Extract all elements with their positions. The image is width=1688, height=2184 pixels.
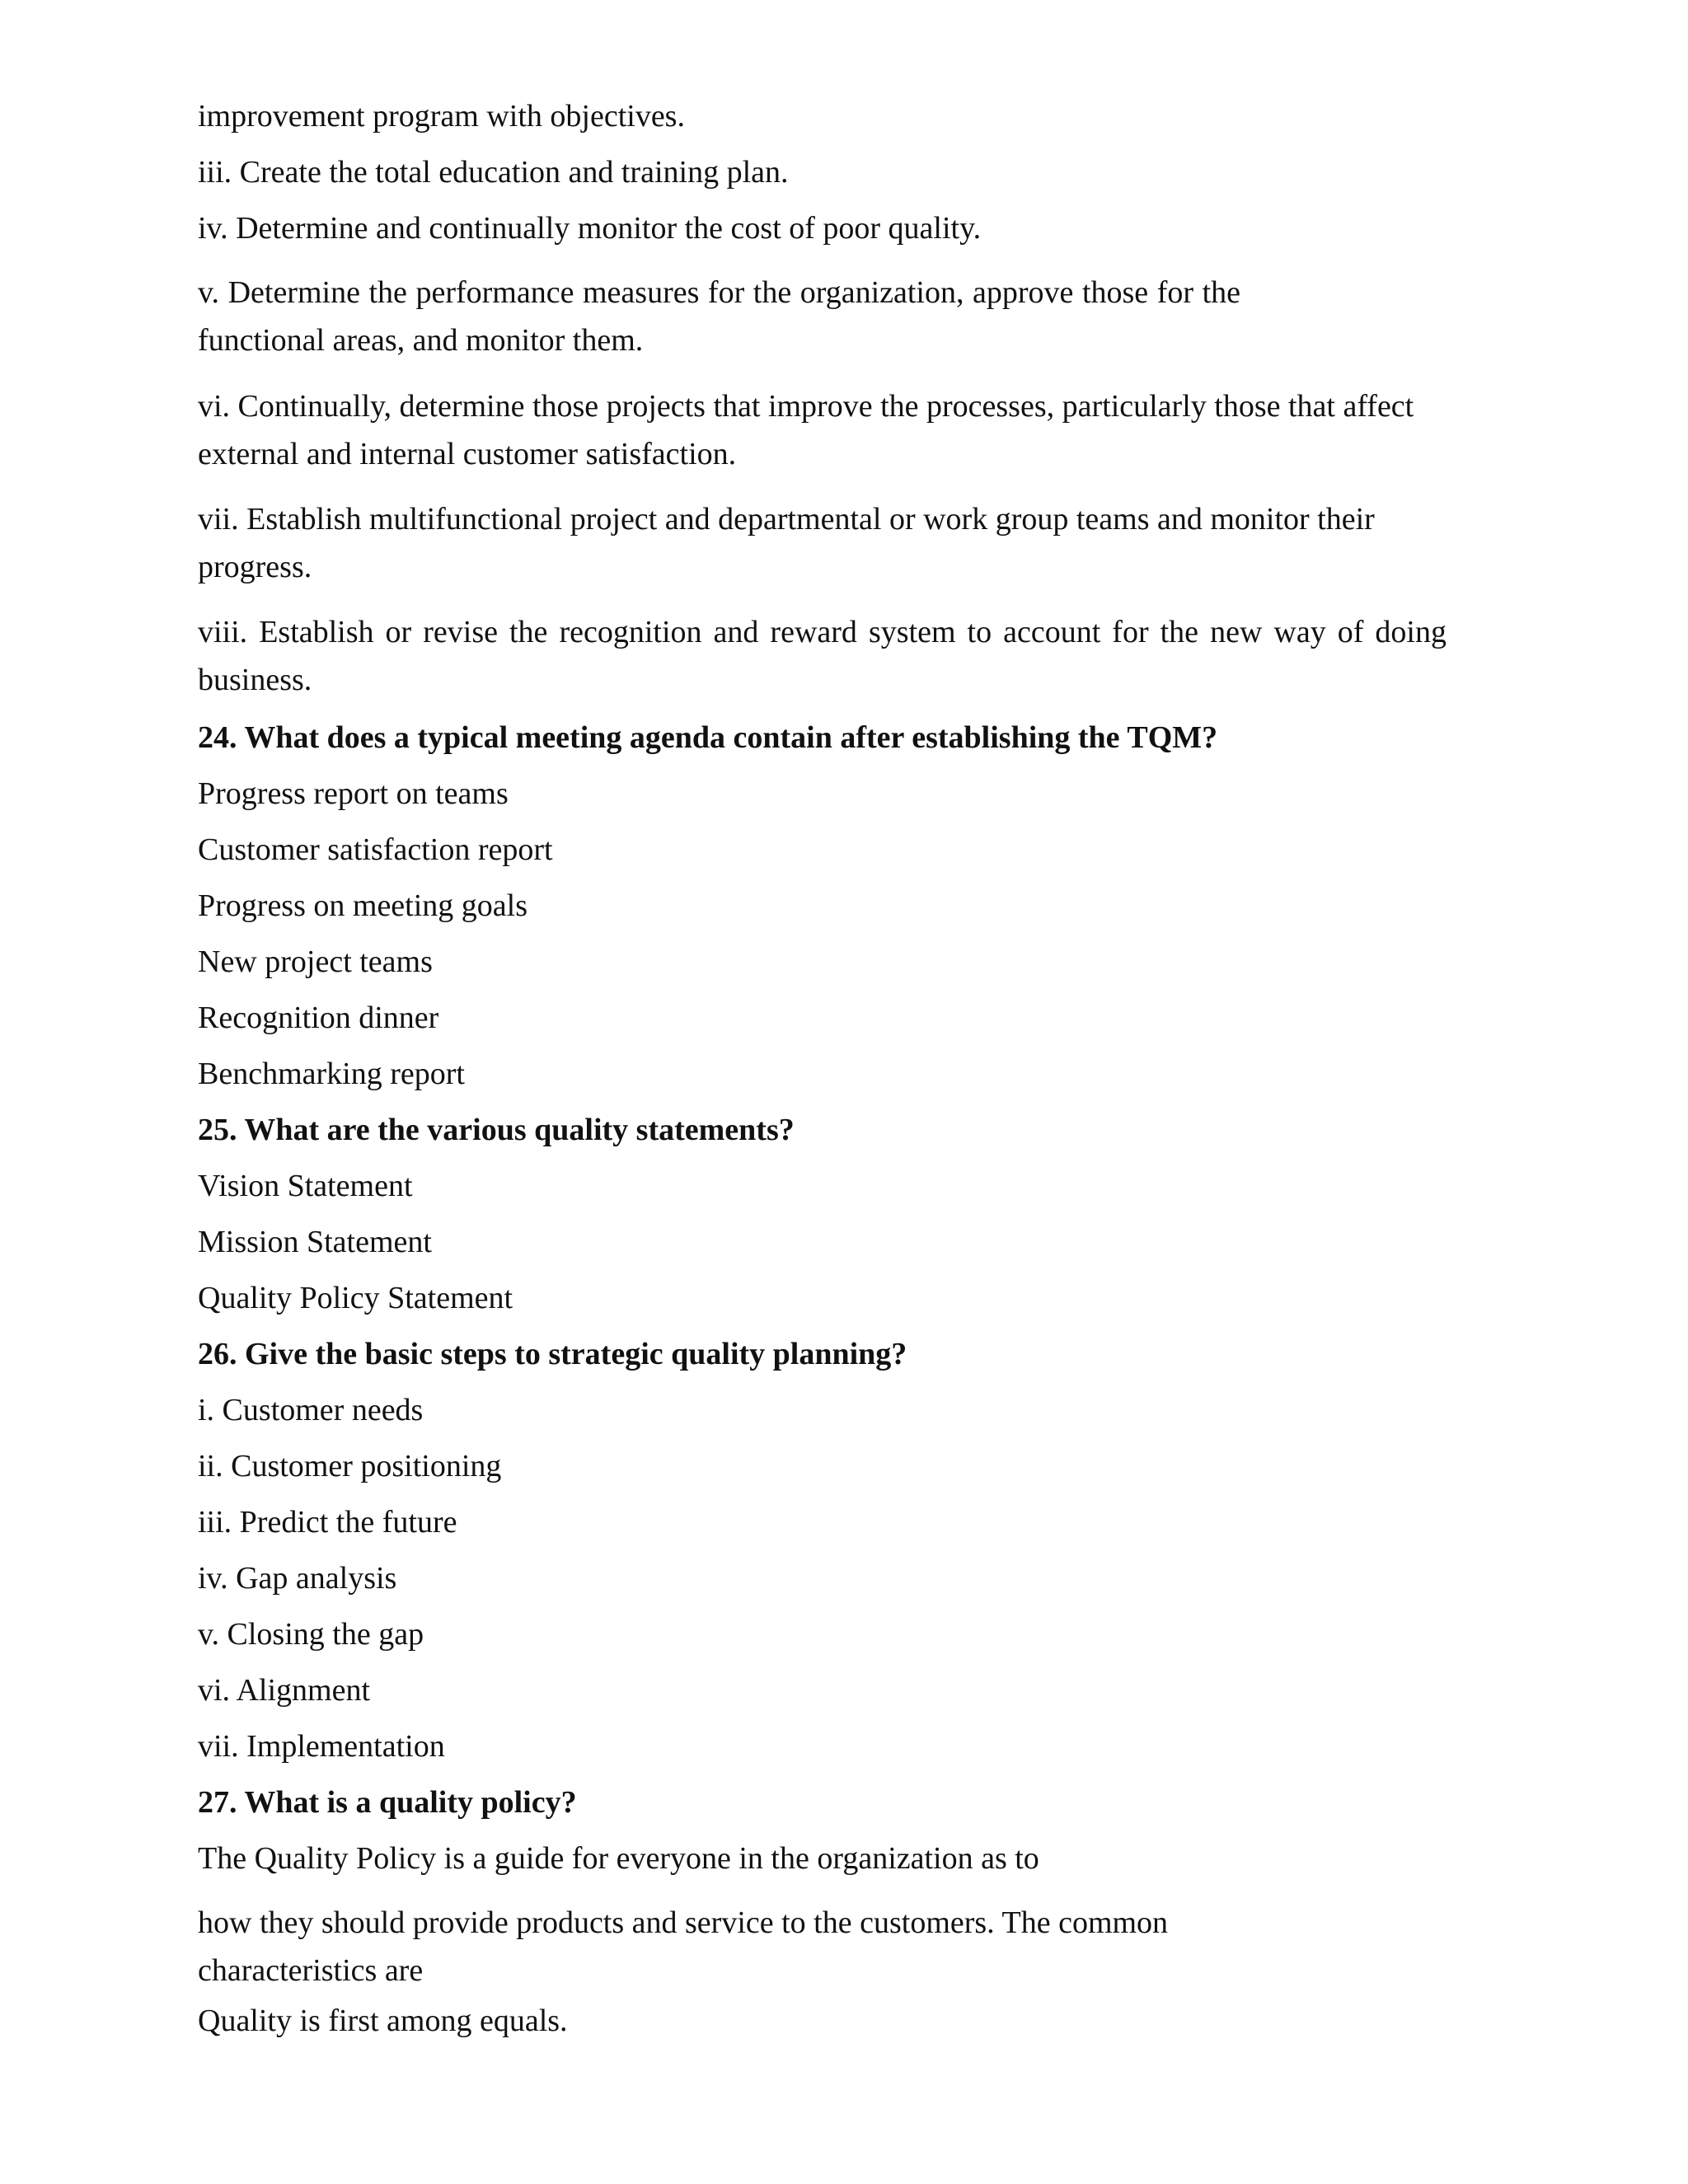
list-item: v. Closing the gap [198, 1617, 424, 1652]
text-line: Quality is first among equals. [198, 2004, 568, 2038]
list-item: New project teams [198, 944, 433, 979]
list-item: Mission Statement [198, 1225, 432, 1259]
question-heading: 24. What does a typical meeting agenda contain after establishing the TQM? [198, 720, 1218, 755]
paragraph: vii. Establish multifunctional project and departmental or work group teams and monitor their progress. [198, 502, 1375, 584]
list-item: Customer satisfaction report [198, 832, 553, 867]
text-line: The Quality Policy is a guide for everyone in the organization as to [198, 1841, 1039, 1876]
question-heading: 26. Give the basic steps to strategic quality planning? [198, 1337, 907, 1371]
list-item: iv. Gap analysis [198, 1561, 397, 1596]
list-item: iii. Predict the future [198, 1505, 457, 1540]
paragraph: viii. Establish or revise the recognition and reward system to account for the new way of doing business. [198, 615, 1447, 697]
text-line: improvement program with objectives. [198, 99, 685, 134]
list-item: vi. Alignment [198, 1673, 370, 1708]
list-item: Recognition dinner [198, 1001, 439, 1035]
list-item: Benchmarking report [198, 1057, 465, 1091]
paragraph: how they should provide products and service to the customers. The common characteristics are [198, 1905, 1169, 1988]
list-item: ii. Customer positioning [198, 1449, 502, 1483]
question-heading: 25. What are the various quality statements? [198, 1113, 795, 1147]
list-item: Progress report on teams [198, 776, 509, 811]
list-item: Quality Policy Statement [198, 1281, 513, 1315]
list-item: Vision Statement [198, 1169, 413, 1203]
text-line: iv. Determine and continually monitor the cost of poor quality. [198, 211, 982, 246]
text-line: iii. Create the total education and training plan. [198, 155, 789, 190]
list-item: vii. Implementation [198, 1729, 445, 1764]
list-item: Progress on meeting goals [198, 888, 528, 923]
paragraph: vi. Continually, determine those projects that improve the processes, particularly those that affect external and internal customer satisfaction. [198, 389, 1414, 471]
paragraph: v. Determine the performance measures for the organization, approve those for the functional areas, and monitor them. [198, 275, 1240, 358]
list-item: i. Customer needs [198, 1393, 424, 1427]
question-heading: 27. What is a quality policy? [198, 1785, 577, 1820]
